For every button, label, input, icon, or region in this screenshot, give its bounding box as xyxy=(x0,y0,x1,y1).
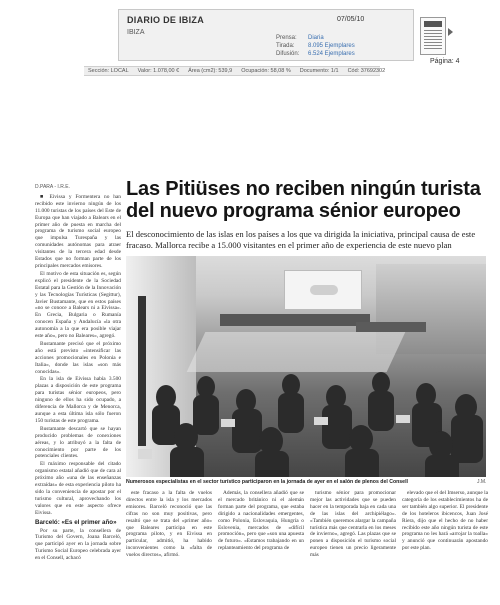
photo-caption: Numerosos especialistas en el sector turístico participaron en la jornada de ayer en el salón de plenos del Consell xyxy=(126,479,408,485)
body-column: elevado que el del Imserso, aunque la categoría de los establecimientos ha de ser también algo superior. El presidente de los hoteleros ibicencos, Juan José Riera, dijo que el hecho de no haber recibido este año ningún turista de este programa no les hará «arrojar la toalla» y anunció que continuarán apostando por este plan. xyxy=(402,490,488,552)
meta-row-prensa: Prensa: Diaria xyxy=(276,35,324,41)
left-paragraph: Bustamante precisó que el próximo año está previsto «intensificar las acciones promocionales en Polonia e Italia», donde las islas «son más conocidas». xyxy=(35,340,121,375)
publication-date: 07/05/10 xyxy=(337,16,365,23)
publication-name: DIARIO DE IBIZA xyxy=(127,15,205,25)
circulation-info xyxy=(276,34,355,58)
meta-row-difusion: Difusión: 6.524 Ejemplares xyxy=(276,51,355,57)
left-paragraph: Por su parte, la consellera de Turismo del Govern, Joana Barceló, que participó ayer en la jornada sobre Turismo Social Europeo celebrada ayer en el Consell, achacó xyxy=(35,527,121,562)
photo-screen-logo xyxy=(310,285,338,295)
photo-screen xyxy=(284,270,362,310)
conference-photo xyxy=(126,256,486,477)
clipping-metadata-strip xyxy=(84,66,386,76)
next-page-arrow-icon[interactable] xyxy=(448,28,453,36)
headline: Las Pitiüses no reciben ningún turista del nuevo programa sénior europeo xyxy=(126,178,481,222)
page-number: Página: 4 xyxy=(430,58,460,65)
clipping-header xyxy=(118,9,414,61)
section-subtitle: Barceló: «Es el primer año» xyxy=(35,518,117,526)
photo-credit: J.M. xyxy=(477,479,487,485)
publication-city: IBIZA xyxy=(127,29,145,36)
meta-value: Valor: 1.078,00 € xyxy=(137,68,180,74)
left-column xyxy=(35,184,121,592)
photo-table xyxy=(356,322,426,332)
meta-area: Área (cm2): 539,9 xyxy=(188,68,233,74)
body-column: turismo sénior para promocionar mejor las actividades que se pueden hacer en la temporada baja en cada una de las islas del archipiélago». «También queremos alargar la campaña turística más que centrarla en los meses de invierno», agregó. Las plazas que se ponen a disposición el turismo social europeo tienen un precio ligeramente más xyxy=(310,490,396,559)
subheadline: El desconocimiento de las islas en los países a los que va dirigida la iniciativa, principal causa de este fracaso. Mallorca recibe a 15.000 visitantes en el primer año de experiencia de este nuevo plan xyxy=(126,229,476,250)
page-thumbnail-icon[interactable] xyxy=(420,17,446,55)
left-paragraph: El máximo responsable del citado organismo estatal añadió que de cara al próximo año «una de las enseñanzas extraídas» de esta experiencia piloto ha sido la conveniencia de apostar por el turismo cultural, aprovechando los valores que en este aspecto ofrece Eivissa. xyxy=(35,461,121,516)
body-columns xyxy=(126,490,488,592)
meta-row-tirada: Tirada: 8.095 Ejemplares xyxy=(276,43,355,49)
news-article xyxy=(35,178,488,598)
body-column: Además, la consellera añadió que se el mercado británico ni el alemán forman parte del programa, que estaba dirigido a nacionalidades emergentes, como Polonia, Eslovaquia, Hungría o Eslovenia, mercados de «difícil promoción», pero que «son una apuesta de futuro». «Estamos trabajando en un replanteamiento del programa de xyxy=(218,490,304,552)
left-paragraph: ■ Eivissa y Formentera no han recibido este invierno ningún de los 11.000 turistas de los países del Este de Europa que han viajado a Balears en el primer año de puesta en marcha del programa de turismo social europeo que impulsa Turespaña y las comunidades autónomas para atraer visitantes de la tercera edad desde Estados que no forman parte de los principales mercados emisores. xyxy=(35,193,121,269)
photo-audience xyxy=(126,357,486,477)
body-column: este fracaso a la falta de vuelos directos entre la isla y los mercados emisores. Barceló reconoció que las cifras no son muy positivas, pero resaltó que se trata del «primer año» que Baleares participa en este programa piloto, y en Eivissa en particular, admitió, ha habido inconvenientes como la «falta de vuelos directos», afirmó. xyxy=(126,490,212,559)
photo-table xyxy=(220,314,370,326)
left-paragraph: El motivo de esta situación es, según explicó el presidente de la Sociedad Estatal para la Gestión de la Innovación y las Tecnologías Turísticas (Segittur), Javier Bustamante, que en estos países «no se conoce a Balears ni a Eivissa». En Grecia, Bulgaria o Rumanía conocen España y Andalucía «la otra autonomía a la que era posible viajar este año», pero no Baleares», agregó. xyxy=(35,270,121,340)
left-paragraph: Bustamante descartó que se hayan producido problemas de conexiones aéreas, y lo atribuyó a la falta de conocimiento por parte de los potenciales clientes. xyxy=(35,425,121,460)
left-paragraph: En la isla de Eivissa había 3.500 plazas a disposición de este programa para turistas sénior europeos, pero ninguno de ellos ha sido ocupado, a diferencia de Mallorca y de Menorca, aunque a esta última isla sólo fueron 150 turistas de este programa. xyxy=(35,376,121,424)
meta-code: Cód: 37692302 xyxy=(347,68,386,74)
meta-section: Sección: LOCAL xyxy=(88,68,129,74)
meta-document: Documento: 1/1 xyxy=(299,68,339,74)
author-tag: D.PARA - I.R.E. xyxy=(35,184,70,190)
meta-occupation: Ocupación: 58,08 % xyxy=(241,68,291,74)
